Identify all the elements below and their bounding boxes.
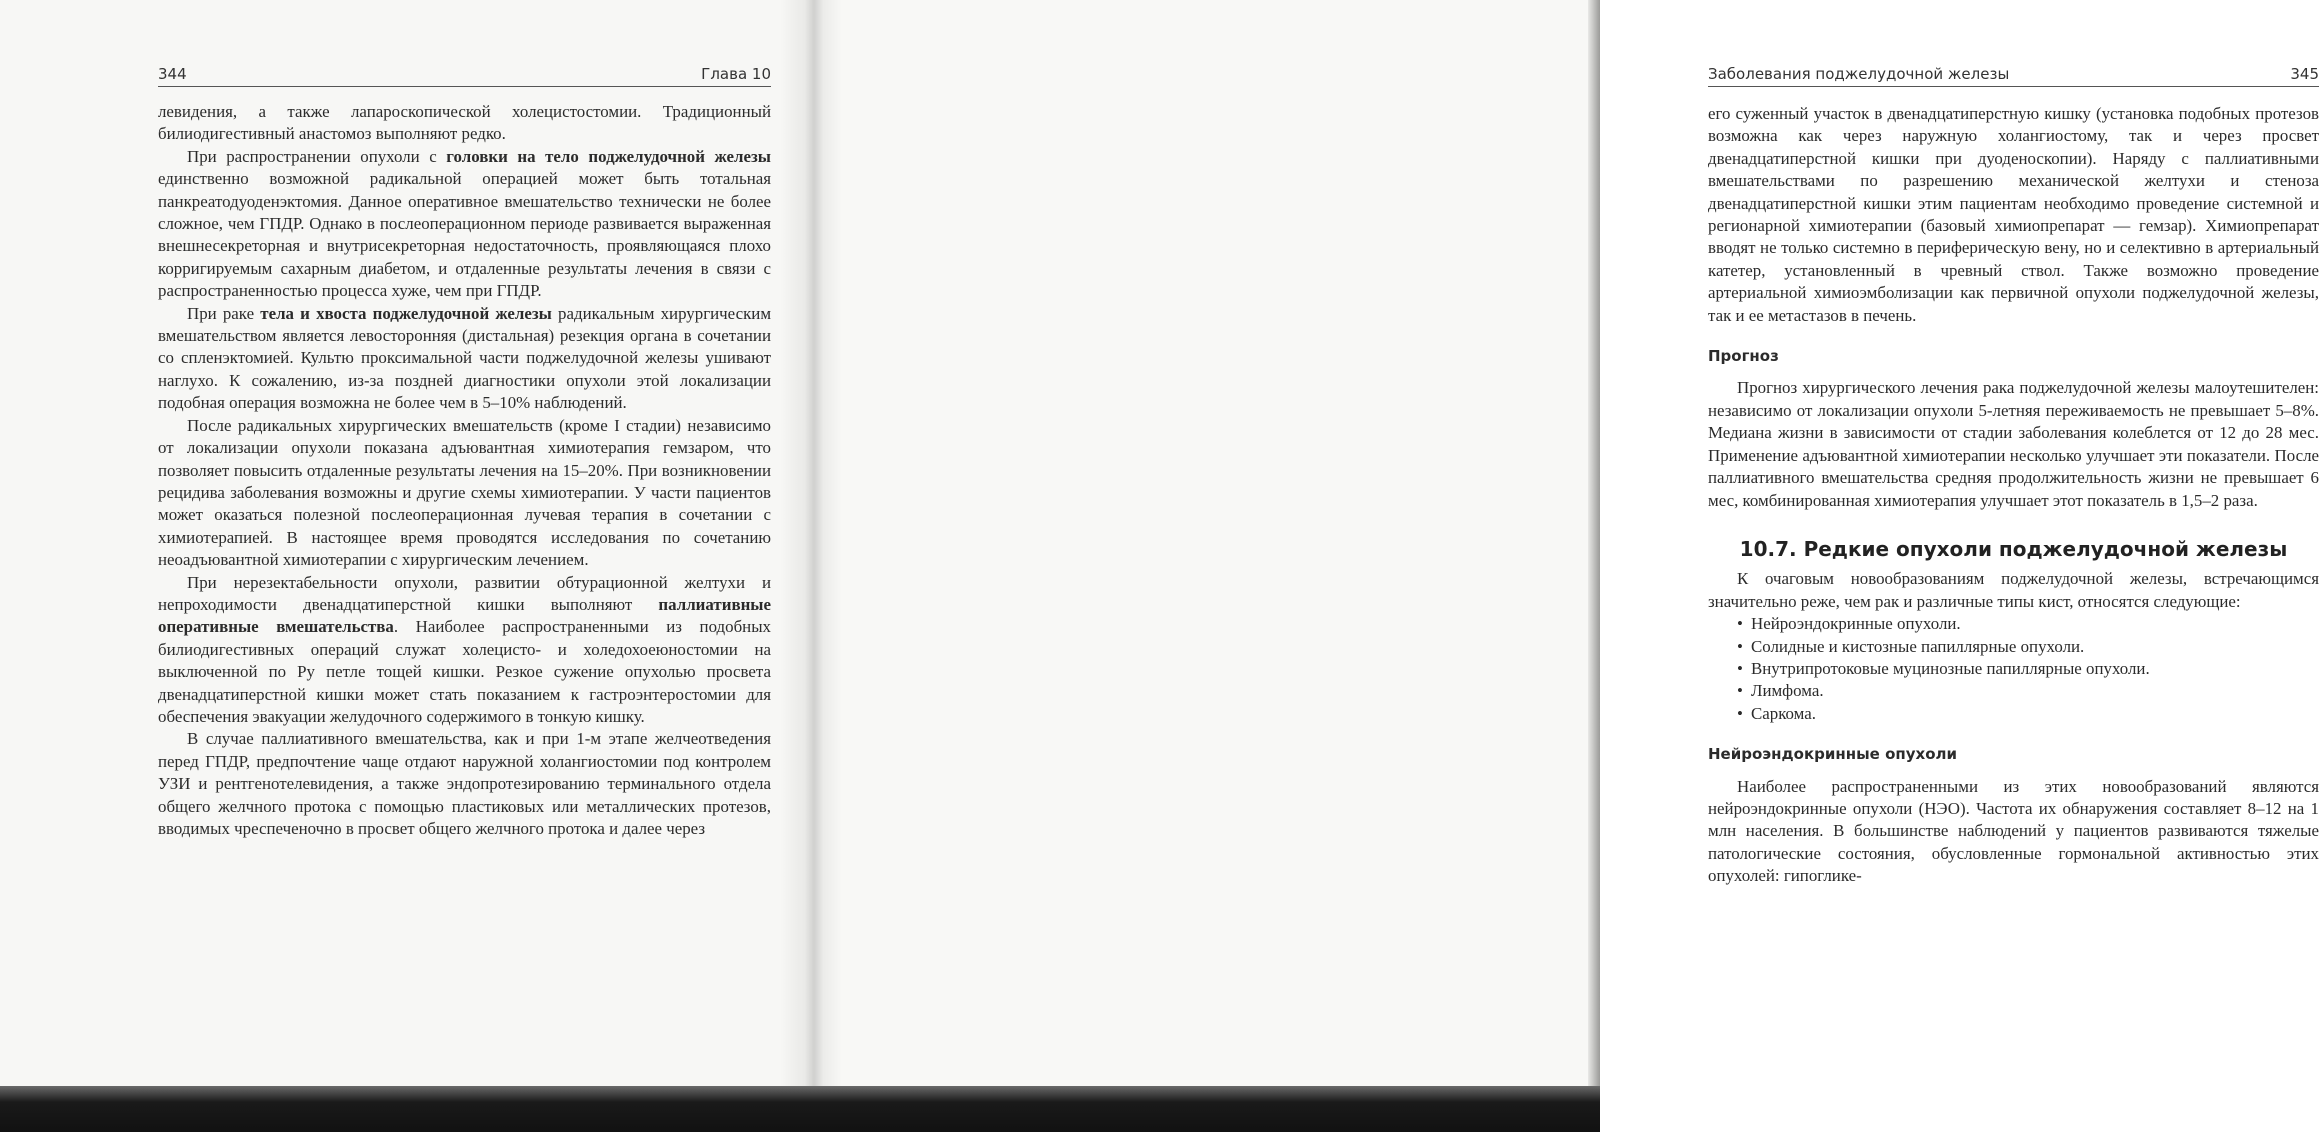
paragraph: После радикальных хирургических вмешательств (кроме I стадии) независимо от локализации опухоли показана адъювантная химиотерапия гемзаром, что позволяет повысить отдаленные результаты лечения на 15–20%. При возникновении рецидива заболевания возможны и другие схемы химиотерапии. У части пациентов может оказаться полезной послеоперационная лучевая терапия в сочетании с химиотерапией. В настоящее время проводятся исследования по сочетанию неоадъювантной химиотерапии с хирургическим лечением. — [158, 415, 771, 570]
right-page-header — [1708, 64, 2319, 87]
left-page — [0, 0, 800, 1090]
paragraph-text: При нерезектабельности опухоли, развитии обтурационной желтухи и непроходимости двенадцатиперстной кишки выполняют — [158, 572, 771, 614]
bold-term: паллиативные оперативные вмешательства — [158, 594, 771, 637]
paragraph-text: единственно возможной радикальной операцией может быть тотальная панкреатодуоденэктомия. Данное оперативное вмешательство технически не более сложное, чем ГПДР. Однако в послеоперационном периоде развивается выраженная внешнесекреторная и внутрисекреторная недостаточность, проявляющаяся плохо корригируемым сахарным диабетом, и отдаленные результаты лечения в связи с распространенностью процесса хуже, чем при ГПДР. — [158, 169, 771, 301]
list-item-text: Нейроэндокринные опухоли. — [1751, 614, 1961, 634]
paragraph: Прогноз хирургического лечения рака поджелудочной железы малоутешителен: независимо от локализации опухоли 5-летняя переживаемость не превышает 5–8%. Медиана жизни в зависимости от стадии заболевания колеблется от 12 до 28 мес. Применение адъювантной химиотерапии несколько улучшает эти показатели. После паллиативного вмешательства средняя продолжительность жизни не превышает 6 мес, комбинированная химиотерапия улучшает этот показатель в 1,5–2 раза. — [1708, 378, 2319, 510]
running-head: Заболевания поджелудочной железы — [1708, 65, 2010, 83]
page-number: 344 — [158, 65, 187, 83]
list-item — [1708, 680, 2319, 702]
list-item — [1708, 613, 2319, 635]
left-page-header — [158, 64, 771, 87]
paragraph: левидения, а также лапароскопической холецистостомии. Традиционный билиодигестивный анастомоз выполняют редко. — [158, 102, 771, 144]
right-text-column — [1708, 103, 2319, 888]
page-number: 345 — [2290, 65, 2319, 83]
list-item-text: Лимфома. — [1751, 681, 1824, 701]
bullet-list — [1708, 613, 2319, 725]
list-item-text: Внутрипротоковые муцинозные папиллярные опухоли. — [1751, 658, 2150, 678]
subheading-prognosis: Прогноз — [1708, 347, 1779, 366]
list-item-text: Саркома. — [1751, 703, 1816, 723]
paragraph-text: При раке — [187, 303, 261, 323]
list-item-text: Солидные и кистозные папиллярные опухоли. — [1751, 636, 2085, 656]
running-head: Глава 10 — [701, 65, 771, 83]
subheading-neuroendocrine: Нейроэндокринные опухоли — [1708, 745, 1957, 764]
book-gutter-shadow — [780, 0, 842, 1090]
scanner-bottom-shadow — [0, 1086, 1600, 1132]
list-item — [1708, 636, 2319, 658]
paragraph — [158, 303, 771, 415]
paragraph: Наиболее распространенными из этих новообразований являются нейроэндокринные опухоли (НЭО). Частота их обнаружения составляет 8–12 на 1 млн населения. В большинстве наблюдений у пациентов развиваются тяжелые патологические состояния, обусловленные гормональной активностью этих опухолей: гипоглике- — [1708, 776, 2319, 886]
left-text-column — [158, 101, 771, 840]
paragraph: его суженный участок в двенадцатиперстную кишку (установка подобных протезов возможна как через наружную холангиостому, так и через просвет двенадцатиперстной кишки при дуоденоскопии). Наряду с паллиативными вмешательствами по разрешению механической желтухи и стеноза двенадцатиперстной кишки этим пациентам необходимо проведение системной и регионарной химиотерапии (базовый химиопрепарат — гемзар). Химиопрепарат вводят не только системно в периферическую вену, но и селективно в артериальный катетер, установленный в чревный ствол. Также возможно проведение артериальной химиоэмболизации как первичной опухоли поджелудочной железы, так и ее метастазов в печень. — [1708, 104, 2319, 325]
page-edge-shadow — [1588, 0, 1600, 1090]
list-item — [1708, 703, 2319, 725]
bold-term: тела и хвоста поджелудочной железы — [260, 303, 552, 323]
paragraph-text: радикальным хирургическим вмешательством является левосторонняя (дистальная) резекция органа в сочетании со спленэктомией. Культю проксимальной части поджелудочной железы ушивают наглухо. К сожалению, из-за поздней диагностики опухоли этой локализации подобная операция возможна не более чем в 5–10% наблюдений. — [158, 303, 772, 413]
list-item — [1708, 658, 2319, 680]
paragraph — [158, 572, 771, 729]
paragraph-text: При распространении опухоли с — [187, 146, 447, 166]
paragraph: В случае паллиативного вмешательства, как и при 1-м этапе желчеотведения перед ГПДР, предпочтение чаще отдают наружной холангиостомии под контролем УЗИ и рентгенотелевидения, а также эндопротезированию терминального отдела общего желчного протока с помощью пластиковых или металлических протезов, вводимых чреспеченочно в просвет общего желчного протока и далее через — [158, 729, 771, 838]
paragraph — [158, 146, 771, 303]
section-title: 10.7. Редкие опухоли поджелудочной железы — [1739, 536, 2288, 561]
paragraph: К очаговым новообразованиям поджелудочной железы, встречающимся значительно реже, чем рак и различные типы кист, относятся следующие: — [1708, 569, 2319, 611]
bold-term: головки на тело поджелудочной железы — [446, 146, 771, 166]
paragraph-text: . Наиболее распространенными из подобных билиодигестивных операций служат холецисто- и холедохоеюностомии на выключенной по Ру петле тощей кишки. Резкое сужение опухолью просвета двенадцатиперстной кишки может стать показанием к гастроэнтеростомии для обеспечения эвакуации желудочного содержимого в тонкую кишку. — [158, 617, 771, 726]
right-page — [800, 0, 2319, 1090]
